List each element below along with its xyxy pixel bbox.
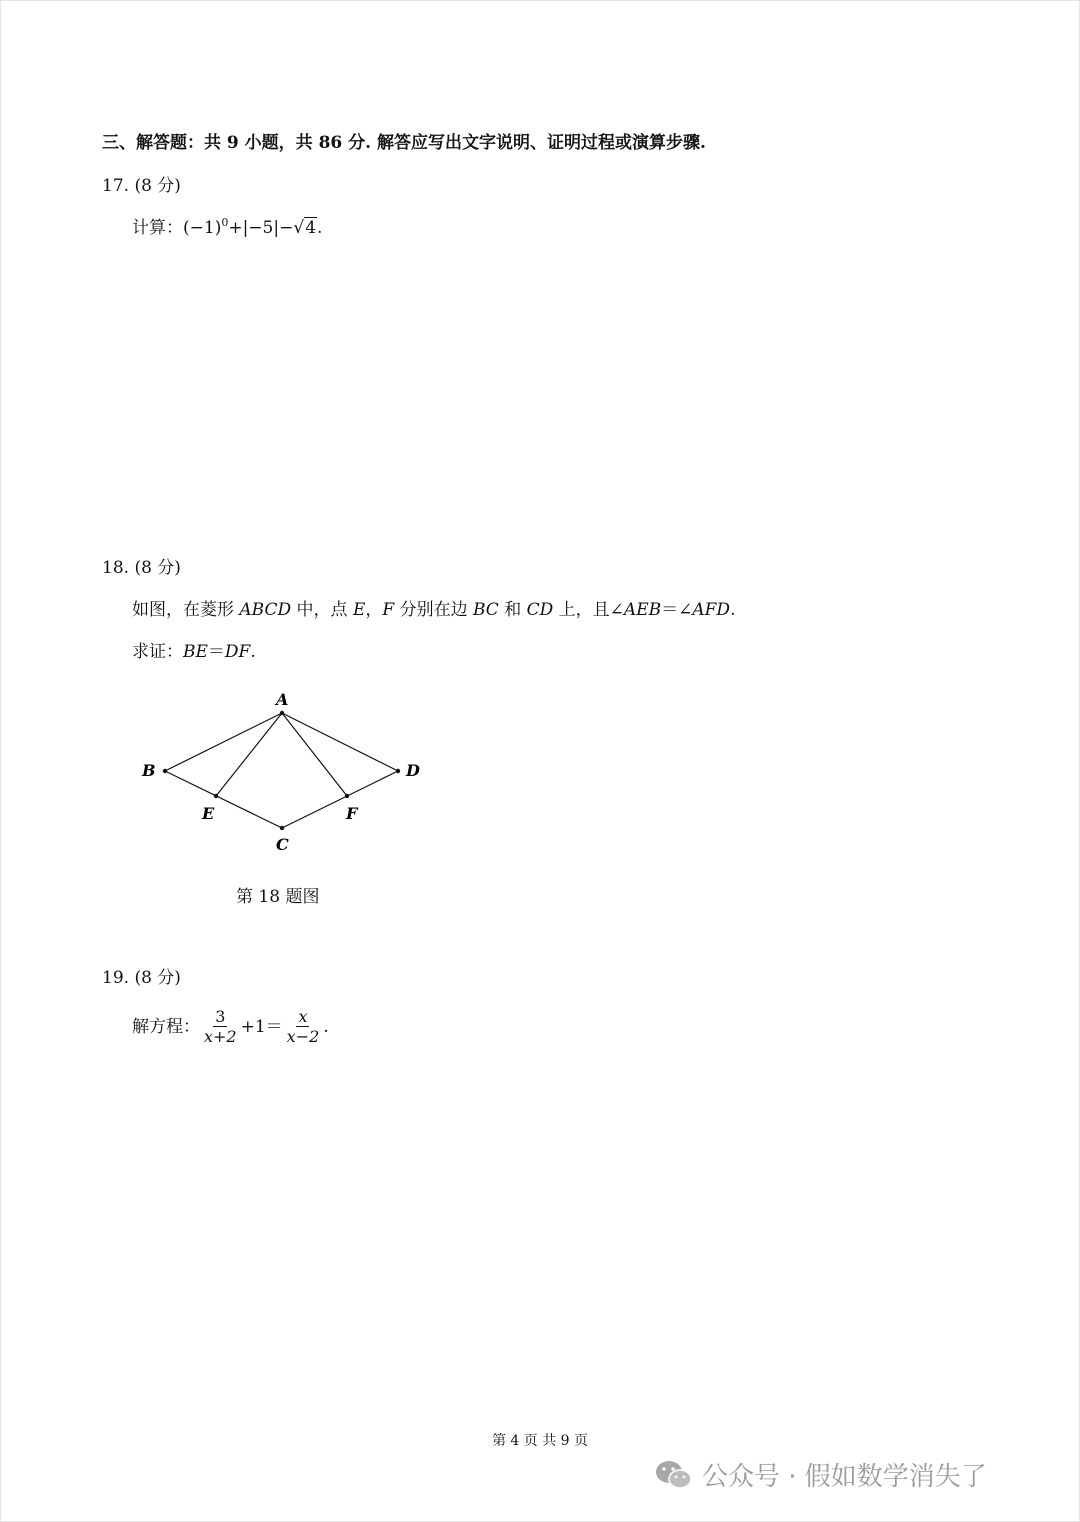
point-e — [214, 794, 218, 798]
q18-text: . — [730, 600, 736, 620]
q18-text: 和 — [498, 600, 527, 620]
q18-text: 上，且∠ — [553, 600, 624, 620]
q17-expr-a: (−1) — [183, 218, 222, 238]
point-d — [396, 769, 400, 773]
q19-prompt: 解方程： — [132, 1017, 200, 1037]
segment-af — [282, 713, 347, 796]
label-b: B — [142, 761, 156, 780]
point-a — [280, 711, 284, 715]
section-heading: 三、解答题：共 9 小题，共 86 分. 解答应写出文字说明、证明过程或演算步骤. — [102, 133, 706, 153]
q18-text: ＝∠ — [661, 600, 693, 620]
q17-number: 17. (8 分) — [102, 176, 181, 196]
label-d: D — [406, 761, 420, 780]
q17-sqrt — [293, 217, 317, 239]
fraction-2-numerator: x — [298, 1006, 308, 1026]
fraction-2 — [285, 1008, 322, 1047]
q18-side-cd: CD — [526, 600, 554, 620]
edge-bc — [165, 771, 282, 828]
point-c — [280, 826, 284, 830]
q18-segment-be: BE — [183, 642, 208, 662]
q17-body — [132, 217, 322, 241]
q17-radicand: 4 — [305, 218, 317, 238]
sqrt-symbol: √ — [293, 218, 305, 238]
q18-angle-afd: AFD — [692, 600, 731, 620]
label-c: C — [276, 835, 289, 854]
edge-cd — [282, 771, 398, 828]
edge-ad — [282, 713, 398, 771]
wechat-icon — [654, 1458, 694, 1492]
q18-prove-label: 求证： — [132, 642, 183, 662]
fraction-2-denominator: x−2 — [286, 1026, 320, 1046]
q18-line2 — [132, 641, 256, 663]
q18-text: 如图，在菱形 — [132, 600, 240, 620]
q18-text: . — [250, 642, 256, 662]
label-e: E — [202, 804, 215, 823]
fraction-1-denominator: x+2 — [204, 1026, 237, 1046]
fraction-1-numerator: 3 — [215, 1006, 226, 1026]
point-b — [163, 769, 167, 773]
q17-prompt: 计算： — [132, 218, 183, 238]
q18-point-e: E — [352, 600, 366, 620]
watermark — [654, 1456, 987, 1493]
q18-rhombus-name: ABCD — [239, 600, 292, 620]
q18-segment-df: DF — [224, 642, 251, 662]
edge-ab — [165, 713, 282, 771]
q18-text: ， — [365, 600, 383, 620]
q18-side-bc: BC — [472, 600, 499, 620]
q18-point-f: F — [382, 600, 395, 620]
fraction-1 — [202, 1008, 239, 1047]
q18-angle-aeb: AEB — [623, 600, 662, 620]
q18-text: 中，点 — [291, 600, 353, 620]
rhombus-figure — [130, 684, 450, 864]
segment-ae — [216, 713, 282, 796]
q19-mid: +1＝ — [240, 1017, 283, 1037]
q19-end: . — [323, 1017, 329, 1037]
q18-text: 分别在边 — [394, 600, 473, 620]
q19-number: 19. (8 分) — [102, 968, 181, 988]
q17-expr-end: . — [317, 218, 323, 238]
q19-body — [132, 1002, 329, 1052]
watermark-text: 公众号 · 假如数学消失了 — [702, 1462, 987, 1492]
point-f — [345, 794, 349, 798]
q18-line1 — [132, 599, 735, 621]
label-f: F — [346, 804, 358, 823]
q17-exponent: 0 — [221, 216, 229, 229]
q18-equals: ＝ — [207, 642, 225, 662]
q17-expr-b: +|−5|− — [228, 218, 294, 238]
figure-caption: 第 18 题图 — [236, 887, 320, 907]
page-number: 第 4 页 共 9 页 — [491, 1433, 589, 1449]
label-a: A — [276, 690, 289, 709]
q18-number: 18. (8 分) — [102, 558, 181, 578]
